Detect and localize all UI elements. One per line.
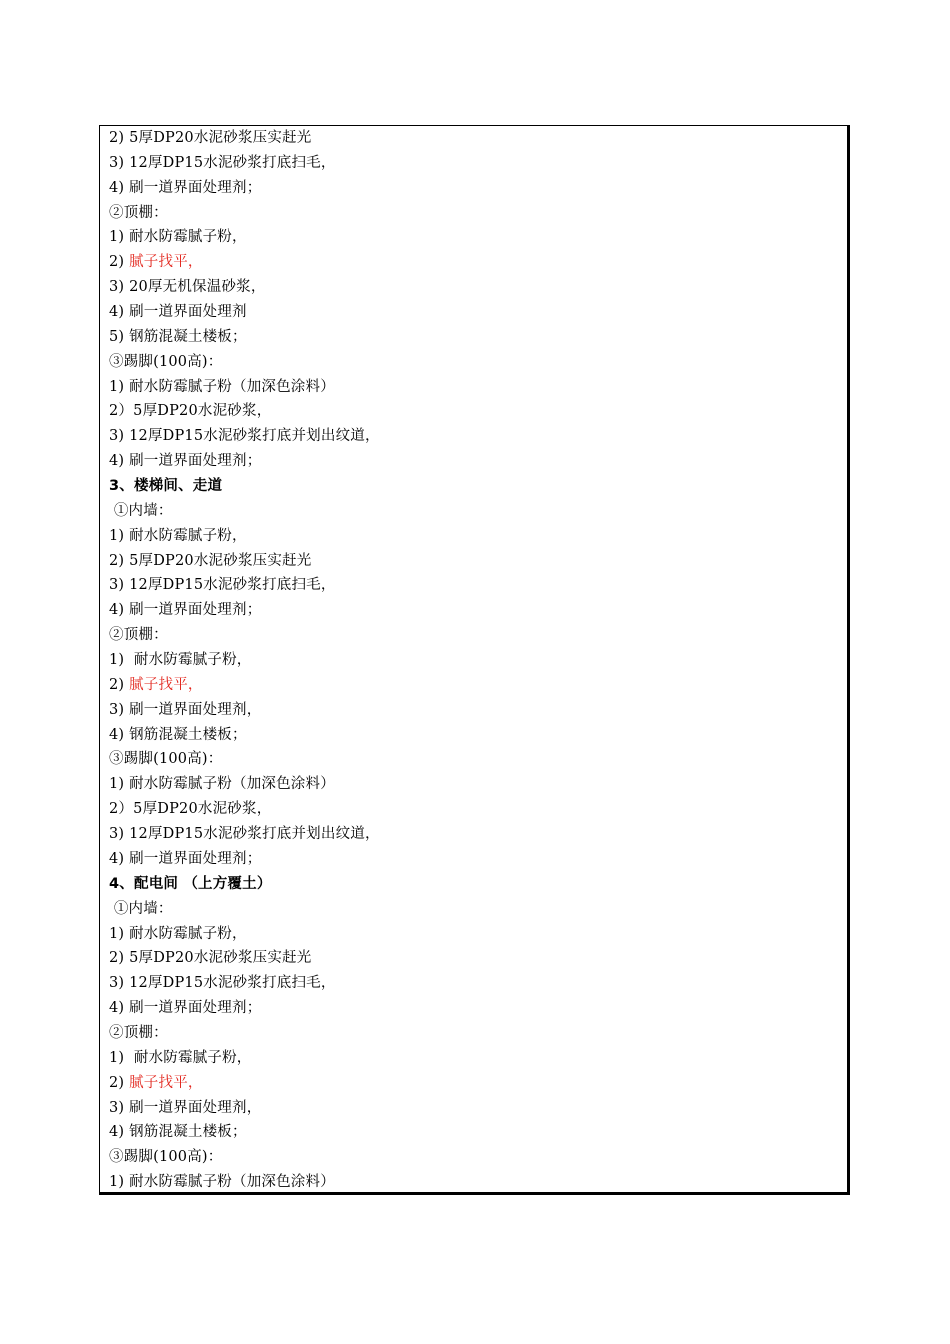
document-line [109,673,847,698]
line-number-prefix: 2) [109,1074,130,1091]
line-text: 刷一道界面处理剂， [129,1099,262,1116]
document-line [109,772,847,797]
line-text: ③踢脚(100高)： [109,1149,223,1166]
document-line [109,1021,847,1046]
line-number-prefix: 1) [109,925,130,942]
line-number-prefix: 1) [109,527,130,544]
highlighted-line-text: 腻子找平， [129,676,203,693]
document-line [109,723,847,748]
line-number-prefix: 4) [109,726,130,743]
line-number-prefix: 3) [109,1099,130,1116]
line-number-prefix: 1) [109,378,130,395]
document-line [109,225,847,250]
document-body [109,126,847,1195]
line-text: 钢筋混凝土楼板； [129,1124,247,1141]
document-line [109,399,847,424]
line-number-prefix: 4) [109,602,130,619]
document-frame [99,125,850,1195]
line-text: 刷一道界面处理剂； [129,179,262,196]
document-line [109,847,847,872]
line-text: 耐水防霉腻子粉（加深色涂料） [129,1174,335,1191]
line-text: 20厚无机保温砂浆， [129,279,266,296]
line-text: 刷一道界面处理剂， [129,701,262,718]
document-line [109,648,847,673]
line-number-prefix: 2) [109,254,130,271]
line-text: 12厚DP15水泥砂浆打底扫毛， [129,577,336,594]
line-text: 刷一道界面处理剂； [129,602,262,619]
document-line [109,275,847,300]
document-line [109,946,847,971]
line-text: 4、配电间 （上方覆土） [109,875,272,892]
section-heading [109,474,847,499]
document-line [109,922,847,947]
line-text: 12厚DP15水泥砂浆打底并划出纹道， [129,826,380,843]
line-number-prefix: 4) [109,1124,130,1141]
section-heading [109,872,847,897]
line-text: 刷一道界面处理剂； [129,850,262,867]
line-text: ③踢脚(100高)： [109,751,223,768]
document-line [109,499,847,524]
document-line [109,1071,847,1096]
line-text: 钢筋混凝土楼板； [129,328,247,345]
document-line [109,549,847,574]
line-text: 刷一道界面处理剂； [129,1000,262,1017]
line-text: ②顶棚： [109,627,168,644]
document-line [109,1145,847,1170]
line-number-prefix: 3) [109,154,130,171]
highlighted-line-text: 腻子找平， [129,254,203,271]
line-number-prefix: 3) [109,577,130,594]
line-number-prefix: 1) [109,229,130,246]
line-number-prefix: 2） [109,403,134,420]
line-text: 5厚DP20水泥砂浆， [133,801,272,818]
document-line [109,424,847,449]
line-text: 耐水防霉腻子粉（加深色涂料） [129,776,335,793]
line-text: 耐水防霉腻子粉， [133,652,252,669]
line-number-prefix: 4) [109,179,130,196]
line-text: 钢筋混凝土楼板； [129,726,247,743]
line-text: 5厚DP20水泥砂浆， [133,403,272,420]
document-line [109,598,847,623]
line-number-prefix: 1) [109,1049,134,1066]
line-number-prefix: 5) [109,328,130,345]
document-line [109,897,847,922]
line-text: 耐水防霉腻子粉， [129,229,247,246]
line-text: 耐水防霉腻子粉， [129,925,247,942]
document-line [109,822,847,847]
document-line [109,971,847,996]
line-text: 5厚DP20水泥砂浆压实赶光 [129,950,312,967]
line-text: 12厚DP15水泥砂浆打底并划出纹道， [129,428,380,445]
document-line [109,996,847,1021]
line-number-prefix: 2） [109,801,134,818]
line-number-prefix: 4) [109,850,130,867]
line-text: ①内墙： [113,900,173,917]
line-text: ②顶棚： [109,1024,168,1041]
document-line [109,698,847,723]
document-line [109,1046,847,1071]
line-number-prefix: 2) [109,676,130,693]
line-number-prefix: 3) [109,701,130,718]
line-number-prefix: 3) [109,279,130,296]
document-line [109,126,847,151]
line-number-prefix: 2) [109,552,130,569]
line-number-prefix: 3) [109,826,130,843]
line-number-prefix: 4) [109,304,130,321]
document-line [109,449,847,474]
line-text: 耐水防霉腻子粉， [129,527,247,544]
document-line [109,1120,847,1145]
document-line [109,375,847,400]
line-text: 5厚DP20水泥砂浆压实赶光 [129,130,312,146]
document-line [109,623,847,648]
line-text: 12厚DP15水泥砂浆打底扫毛， [129,975,336,992]
line-text: 5厚DP20水泥砂浆压实赶光 [129,552,312,569]
line-number-prefix: 2) [109,130,130,146]
document-line [109,797,847,822]
line-number-prefix: 3) [109,975,130,992]
line-text: 耐水防霉腻子粉（加深色涂料） [129,378,335,395]
line-text: ③踢脚(100高)： [109,353,223,370]
document-line [109,250,847,275]
document-line [109,573,847,598]
document-line [109,300,847,325]
line-text: 刷一道界面处理剂； [129,453,262,470]
line-text: 3、楼梯间、走道 [109,478,223,495]
document-line [109,747,847,772]
document-line [109,1170,847,1195]
document-line [109,201,847,226]
document-line [109,350,847,375]
line-text: ①内墙： [113,502,173,519]
line-text: 耐水防霉腻子粉， [133,1049,252,1066]
line-number-prefix: 1) [109,776,130,793]
line-number-prefix: 1) [109,652,134,669]
highlighted-line-text: 腻子找平， [129,1074,203,1091]
document-line [109,176,847,201]
document-line [109,325,847,350]
line-number-prefix: 4) [109,1000,130,1017]
document-line [109,1096,847,1121]
line-text: 刷一道界面处理剂 [129,304,247,321]
line-number-prefix: 2) [109,950,130,967]
document-line [109,524,847,549]
document-line [109,151,847,176]
line-text: ②顶棚： [109,204,168,221]
line-number-prefix: 1) [109,1174,130,1191]
line-number-prefix: 3) [109,428,130,445]
line-number-prefix: 4) [109,453,130,470]
line-text: 12厚DP15水泥砂浆打底扫毛， [129,154,336,171]
